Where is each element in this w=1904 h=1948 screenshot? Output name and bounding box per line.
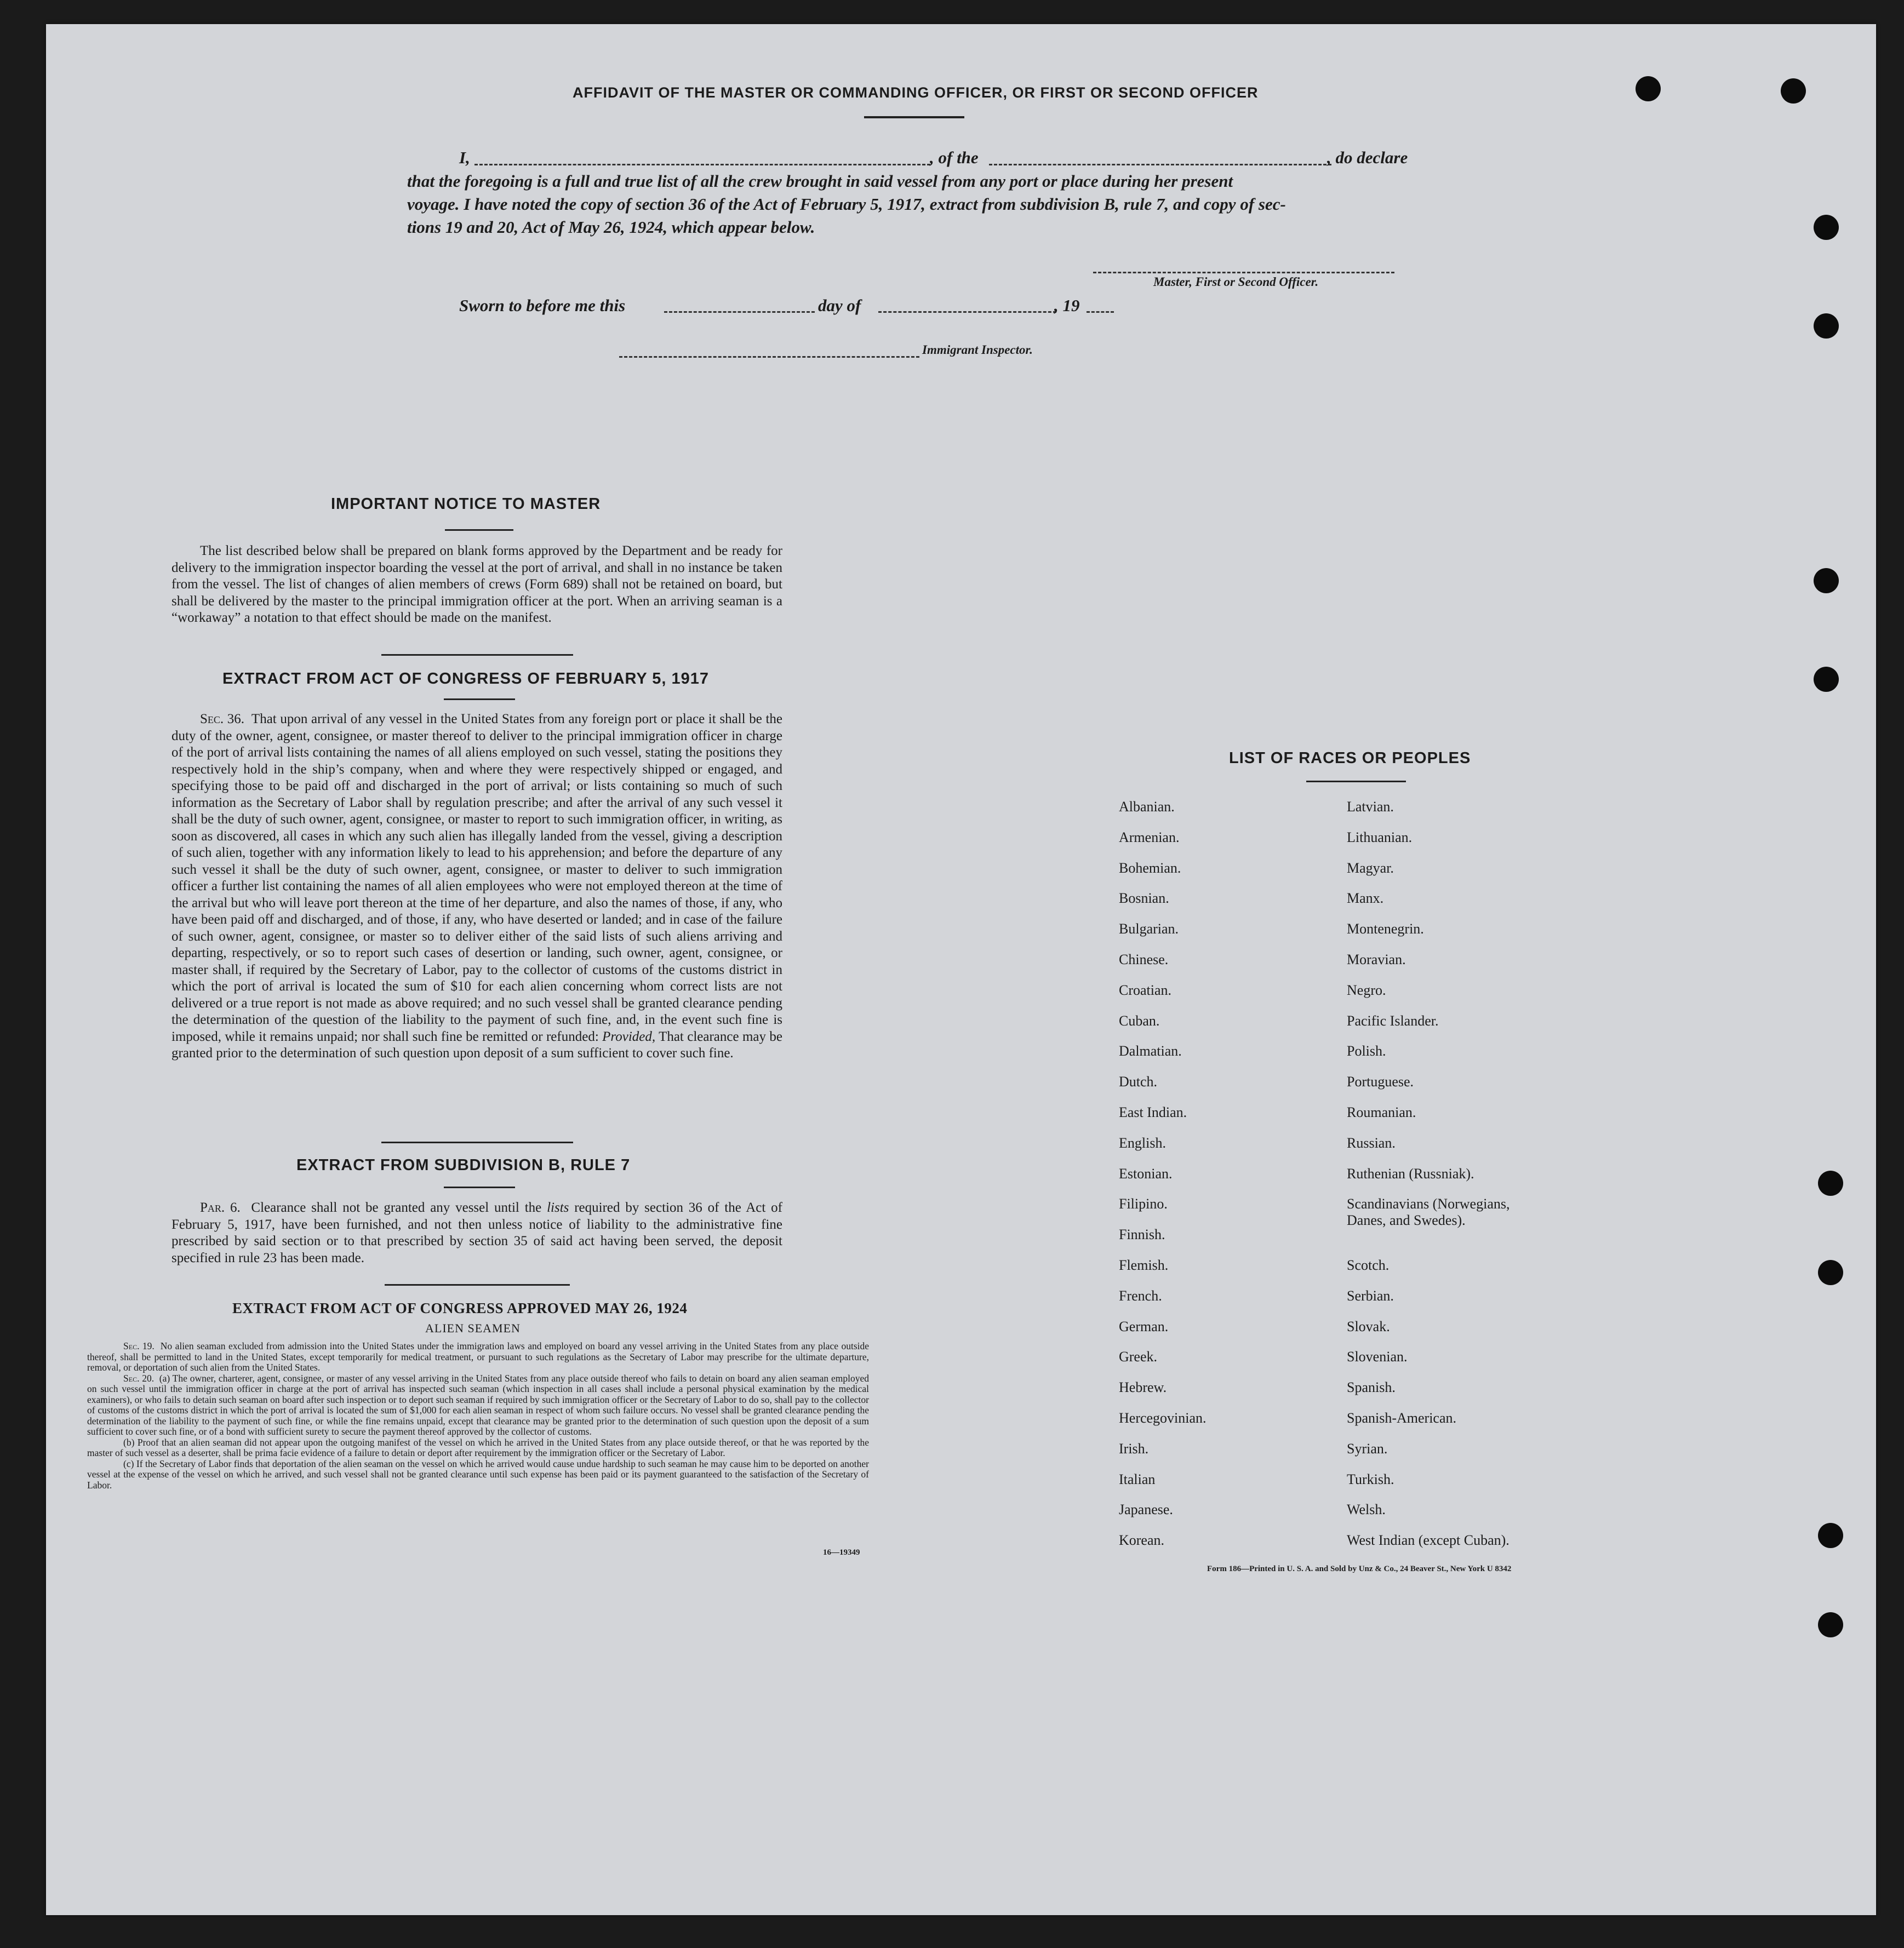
master-signature-label: Master, First or Second Officer.	[1153, 275, 1319, 289]
race-item: Dalmatian.	[1119, 1043, 1182, 1059]
race-item: Italian	[1119, 1471, 1156, 1487]
race-item: East Indian.	[1119, 1104, 1187, 1120]
notice-body	[171, 543, 782, 627]
print-code: 16—19349	[823, 1548, 860, 1557]
race-item: West Indian (except Cuban).	[1347, 1532, 1510, 1549]
paragraph-label: Par. 6.	[200, 1200, 241, 1215]
notice-text: The list described below shall be prepared on blank forms approved by the Department and be ready for delivery to the immigration inspector boarding the vessel at the port of arrival, and shall in no instance be taken from the vessel. The list of changes of alien members of crews (Form 689) shall not be retained on board, but shall be delivered by the master to the principal immigration officer at the port. When an arriving seaman is a “workaway” a notation to that effect should be made on the manifest.	[171, 543, 782, 625]
sworn-year: , 19	[1054, 296, 1080, 315]
section-20b-text: (b) Proof that an alien seaman did not appear upon the outgoing manifest of the vessel on which he arrived in the United States from any place outside thereof, or that he was reported by the master of such vessel as a deserter, shall be prima facie evidence of a failure to detain or deport after requirement by the immigration officer or the Secretary of Labor.	[87, 1436, 869, 1458]
race-item: Cuban.	[1119, 1012, 1160, 1029]
rule-7-text-end: required by section 36 of the Act of February 5, 1917, have been furnished, and not then unless notice of liability to the administrative fine prescribed by said section or to that prescribed by section 35 of said act having been served, the deposit specified in rule 23 has been made.	[171, 1200, 782, 1265]
race-item: Ruthenian (Russniak).	[1347, 1165, 1474, 1182]
section-20c-text: (c) If the Secretary of Labor finds that deportation of the alien seaman on the vessel on which he arrived would cause undue hardship to such seaman he may cause him to be deported on another vessel at the expense of the vessel on which he arrived, and such vessel shall not be granted clearance until such expense has been paid or its payment guaranteed to the satisfaction of the Secretary of Labor.	[87, 1458, 869, 1491]
subdivision-b-title: EXTRACT FROM SUBDIVISION B, RULE 7	[296, 1156, 631, 1174]
section-label: Sec. 19.	[123, 1340, 155, 1351]
race-item: Hercegovinian.	[1119, 1410, 1207, 1426]
affidavit-line-4: tions 19 and 20, Act of May 26, 1924, which appear below.	[407, 217, 815, 237]
sworn-day-of: day of	[818, 296, 861, 315]
notice-title: IMPORTANT NOTICE TO MASTER	[331, 495, 601, 513]
affidavit-title: AFFIDAVIT OF THE MASTER OR COMMANDING OFFICER, OR FIRST OR SECOND OFFICER	[573, 84, 1259, 101]
declare-do-declare: , do declare	[1327, 148, 1408, 167]
race-item: Hebrew.	[1119, 1379, 1167, 1396]
race-item: Bosnian.	[1119, 890, 1169, 907]
race-item: German.	[1119, 1318, 1169, 1334]
punch-hole	[1814, 667, 1839, 692]
lists-word: lists	[547, 1200, 569, 1215]
subdivision-b-body	[171, 1200, 782, 1267]
race-item: Manx.	[1347, 890, 1384, 907]
races-title: LIST OF RACES OR PEOPLES	[1229, 749, 1471, 767]
punch-hole	[1818, 1523, 1843, 1548]
alien-seamen-subtitle: ALIEN SEAMEN	[425, 1321, 521, 1335]
race-item: Bulgarian.	[1119, 921, 1179, 937]
punch-hole	[1818, 1612, 1843, 1637]
section-36-text: That upon arrival of any vessel in the United States from any foreign port or place it shall be the duty of the owner, agent, consignee, or master thereof to deliver to the principal immigration officer in charge of the port of arrival lists containing the names of all aliens employed on such vessel, stating the positions they respectively hold in the ship’s company, when and where they were respectively shipped or engaged, and specifying those to be paid off and discharged in the port of arrival; or lists containing so much of such information as the Secretary of Labor shall by regulation prescribe; and after the arrival of any such vessel it shall be the duty of such owner, agent, consignee, or master to report to such immigration officer, in writing, as soon as discovered, all cases in which any such alien has illegally landed from the vessel, giving a description of such alien, together with any information likely to lead to his apprehension; and before the departure of any such vessel it shall be the duty of such owner, agent, consignee, or master to deliver to such immigration officer a further list containing the names of all alien employees who were not employed thereon at the time of the arrival but who will leave port thereon at the time of her departure, and also the names of those, if any, who have been paid off and discharged, and of those, if any, who have deserted or landed; and in case of the failure of such owner, agent, consignee, or master so to deliver either of the said lists of such aliens arriving and departing, respectively, or so to report such cases of desertion or landing, such owner, agent, consignee, or master shall, if required by the Secretary of Labor, pay to the collector of customs of the customs district in which the port of arrival is located the sum of $10 for each alien concerning whom correct lists are not delivered or a true report is not made as above required; and no such vessel shall be granted clearance pending the determination of the question of the liability to the payment of such fine, and, in the event such fine is imposed, while it remains unpaid; nor shall such fine be remitted or refunded:	[171, 712, 783, 1044]
sworn-year-blank	[1087, 311, 1114, 313]
race-item: Armenian.	[1119, 829, 1180, 845]
extract-1917-title: EXTRACT FROM ACT OF CONGRESS OF FEBRUARY 5, 1917	[222, 670, 710, 687]
divider	[445, 529, 513, 531]
race-item: Montenegrin.	[1347, 921, 1424, 937]
race-item: Finnish.	[1119, 1227, 1165, 1243]
punch-hole	[1818, 1260, 1843, 1285]
section-label: Sec. 36.	[200, 712, 245, 726]
rule-7-text: Clearance shall not be granted any vessel until the	[251, 1200, 542, 1215]
section-36-text-end: That clearance may be granted prior to the determination of such question upon deposit of a sum sufficient to cover such fine.	[171, 1029, 782, 1061]
race-item: French.	[1119, 1287, 1162, 1304]
divider	[444, 698, 515, 700]
race-item: Latvian.	[1347, 799, 1394, 815]
race-item: Lithuanian.	[1347, 829, 1413, 845]
punch-hole	[1636, 76, 1661, 101]
race-item: Korean.	[1119, 1532, 1165, 1549]
race-item: Serbian.	[1347, 1287, 1394, 1304]
divider	[381, 654, 573, 656]
form-footer: Form 186—Printed in U. S. A. and Sold by Unz & Co., 24 Beaver St., New York U 8342	[1207, 1565, 1512, 1573]
inspector-signature-label: Immigrant Inspector.	[922, 343, 1033, 357]
sworn-month-blank	[878, 311, 1056, 313]
affidavit-line-2: that the foregoing is a full and true list of all the crew brought in said vessel from any port or place during her present	[407, 171, 1233, 191]
divider	[381, 1142, 573, 1143]
sworn-text: Sworn to before me this	[459, 296, 626, 315]
race-item: Irish.	[1119, 1440, 1149, 1457]
section-20a-text: (a) The owner, charterer, agent, consignee, or master of any vessel arriving in the United States from any place outside thereof who fails to detain on board any alien seaman employed on such vessel until the immigration officer in charge at the port of arrival has inspected such seaman (which inspection in all cases shall include a personal physical examination by the medical examiners), or who fails to detain such seaman on board after such inspection or to deport such seaman if required by such immigration officer or the Secretary of Labor to do so, shall pay to the collector of customs of the customs district in which the port of arrival is located the sum of $1,000 for each alien seaman in respect of whom such failure occurs. No vessel shall be granted clearance pending the determination of the liability to the payment of such fine, or while the fine remains unpaid, except that clearance may be granted prior to the determination of such question upon the deposit of a sum sufficient to cover such fine, or of a bond with sufficient surety to secure the payment thereof approved by the collector of customs.	[87, 1372, 869, 1437]
divider	[385, 1284, 570, 1286]
section-label: Sec. 20.	[123, 1372, 155, 1384]
race-item: Slovenian.	[1347, 1349, 1408, 1365]
provided-word: Provided,	[602, 1029, 656, 1044]
sworn-day-blank	[664, 311, 815, 313]
declare-i: I,	[459, 148, 470, 167]
race-item: Japanese.	[1119, 1502, 1173, 1518]
race-item: Spanish.	[1347, 1379, 1396, 1396]
race-item: Spanish-American.	[1347, 1410, 1457, 1426]
race-item: Slovak.	[1347, 1318, 1390, 1334]
inspector-signature-line	[619, 356, 919, 358]
name-blank	[474, 164, 930, 165]
race-item: Russian.	[1347, 1135, 1396, 1151]
race-item: Estonian.	[1119, 1165, 1173, 1182]
race-item: Albanian.	[1119, 799, 1175, 815]
race-item: Scandinavians (Norwegians, Danes, and Swedes).	[1347, 1196, 1510, 1229]
race-item: Greek.	[1119, 1349, 1158, 1365]
punch-hole	[1814, 568, 1839, 593]
race-item: Negro.	[1347, 982, 1386, 998]
extract-1924-title: EXTRACT FROM ACT OF CONGRESS APPROVED MAY 26, 1924	[232, 1300, 688, 1316]
race-item: Roumanian.	[1347, 1104, 1416, 1120]
race-item: Pacific Islander.	[1347, 1012, 1439, 1029]
extract-1924-body	[87, 1341, 869, 1491]
race-item: Turkish.	[1347, 1471, 1394, 1487]
race-item: Moravian.	[1347, 952, 1406, 967]
divider	[444, 1187, 515, 1188]
race-item: Polish.	[1347, 1043, 1386, 1059]
vessel-blank	[989, 164, 1331, 165]
race-item: Scotch.	[1347, 1257, 1390, 1273]
section-19-text: No alien seaman excluded from admission into the United States under the immigration laws and employed on board any vessel arriving in the United States from any place outside thereof, shall be permitted to land in the United States, except temporarily for medical treatment, or pursuant to such regulations as the Secretary of Labor may prescribe for the ultimate departure, removal, or deportation of such alien from the United States.	[87, 1340, 870, 1373]
race-item: Dutch.	[1119, 1074, 1158, 1090]
declare-of-the: , of the	[930, 148, 979, 167]
affidavit-line-3: voyage. I have noted the copy of section 36 of the Act of February 5, 1917, extract from subdivision B, rule 7, and copy of sec-	[407, 194, 1286, 214]
punch-hole	[1814, 313, 1839, 339]
punch-hole	[1814, 215, 1839, 240]
divider	[864, 116, 964, 118]
race-item: English.	[1119, 1135, 1166, 1151]
punch-hole	[1781, 78, 1806, 104]
race-item: Filipino.	[1119, 1196, 1168, 1212]
master-signature-line	[1093, 272, 1394, 273]
race-item: Welsh.	[1347, 1502, 1386, 1518]
race-item: Chinese.	[1119, 952, 1169, 967]
race-item: Magyar.	[1347, 860, 1394, 876]
race-item: Portuguese.	[1347, 1074, 1414, 1090]
divider	[1306, 781, 1406, 782]
extract-1917-body	[171, 711, 782, 1062]
punch-hole	[1818, 1171, 1843, 1196]
race-item: Syrian.	[1347, 1440, 1388, 1457]
race-item: Bohemian.	[1119, 860, 1181, 876]
race-item: Flemish.	[1119, 1257, 1169, 1273]
race-item: Croatian.	[1119, 982, 1172, 998]
